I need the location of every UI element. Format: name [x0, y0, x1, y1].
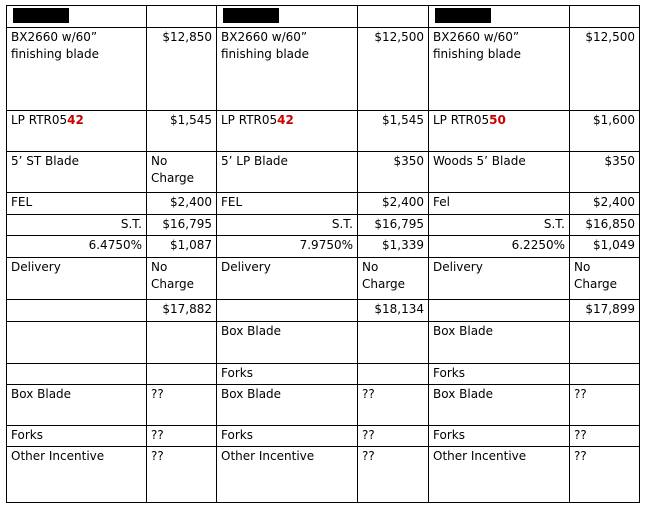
redacted-name-3 — [429, 6, 570, 28]
delivery-price: No Charge — [358, 258, 429, 300]
delivery-price: No Charge — [147, 258, 217, 300]
tractor-label: BX2660 w/60” finishing blade — [429, 28, 570, 111]
subtotal-value: $16,795 — [358, 215, 429, 236]
loader-price: $1,545 — [147, 111, 217, 152]
blade-label: 5’ LP Blade — [217, 152, 358, 193]
loader-label: LP RTR0542 — [217, 111, 358, 152]
delivery-price: No Charge — [570, 258, 640, 300]
extra-label — [7, 322, 147, 364]
box-blade-price: ?? — [358, 385, 429, 426]
redaction-bar — [223, 8, 279, 23]
header-row — [7, 6, 640, 28]
extra-label: Box Blade — [429, 322, 570, 364]
forks-price: ?? — [147, 426, 217, 447]
total-row — [7, 300, 640, 322]
blade-label: 5’ ST Blade — [7, 152, 147, 193]
empty-cell — [570, 364, 640, 385]
forks-price: ?? — [358, 426, 429, 447]
other-incentive-label: Other Incentive — [7, 447, 147, 503]
delivery-label: Delivery — [429, 258, 570, 300]
forks-price: ?? — [570, 426, 640, 447]
box-blade-label: Box Blade — [7, 385, 147, 426]
tractor-price: $12,500 — [570, 28, 640, 111]
box-blade-label: Box Blade — [217, 385, 358, 426]
empty-cell — [570, 6, 640, 28]
subtotal-row — [7, 215, 640, 236]
delivery-label: Delivery — [217, 258, 358, 300]
quote-comparison-table — [6, 5, 640, 503]
loader-row — [7, 111, 640, 152]
empty-cell — [358, 6, 429, 28]
total-value: $17,882 — [147, 300, 217, 322]
subtotal-label: S.T. — [429, 215, 570, 236]
box-blade-price: ?? — [147, 385, 217, 426]
forks-label: Forks — [429, 426, 570, 447]
empty-cell — [570, 322, 640, 364]
tractor-label: BX2660 w/60” finishing blade — [7, 28, 147, 111]
empty-cell — [147, 364, 217, 385]
blade-price: No Charge — [147, 152, 217, 193]
empty-cell — [217, 300, 358, 322]
loader-price: $1,600 — [570, 111, 640, 152]
tax-rate: 6.4750% — [7, 236, 147, 258]
empty-cell — [429, 300, 570, 322]
forks-label: Forks — [217, 426, 358, 447]
other-incentive-row — [7, 447, 640, 503]
tractor-price: $12,850 — [147, 28, 217, 111]
fel-label: FEL — [7, 193, 147, 215]
extra-forks-row — [7, 364, 640, 385]
tax-value: $1,049 — [570, 236, 640, 258]
total-value: $17,899 — [570, 300, 640, 322]
subtotal-label: S.T. — [217, 215, 358, 236]
redacted-name-1 — [7, 6, 147, 28]
subtotal-value: $16,850 — [570, 215, 640, 236]
delivery-label: Delivery — [7, 258, 147, 300]
extra-box-blade-row — [7, 322, 640, 364]
box-blade-label: Box Blade — [429, 385, 570, 426]
other-incentive-label: Other Incentive — [217, 447, 358, 503]
loader-label: LP RTR0542 — [7, 111, 147, 152]
tax-rate: 6.2250% — [429, 236, 570, 258]
blade-label: Woods 5’ Blade — [429, 152, 570, 193]
other-incentive-price: ?? — [147, 447, 217, 503]
loader-price: $1,545 — [358, 111, 429, 152]
subtotal-value: $16,795 — [147, 215, 217, 236]
redacted-name-2 — [217, 6, 358, 28]
other-incentive-label: Other Incentive — [429, 447, 570, 503]
redaction-bar — [435, 8, 491, 23]
other-incentive-price: ?? — [570, 447, 640, 503]
empty-cell — [147, 6, 217, 28]
redaction-bar — [13, 8, 69, 23]
forks-label: Forks — [7, 426, 147, 447]
empty-cell — [147, 322, 217, 364]
empty-cell — [7, 300, 147, 322]
fel-row — [7, 193, 640, 215]
subtotal-label: S.T. — [7, 215, 147, 236]
fel-label: Fel — [429, 193, 570, 215]
delivery-row — [7, 258, 640, 300]
loader-label: LP RTR0550 — [429, 111, 570, 152]
blade-price: $350 — [570, 152, 640, 193]
blade-row — [7, 152, 640, 193]
total-value: $18,134 — [358, 300, 429, 322]
extra-label: Forks — [217, 364, 358, 385]
tax-value: $1,339 — [358, 236, 429, 258]
forks-row — [7, 426, 640, 447]
fel-price: $2,400 — [358, 193, 429, 215]
tractor-price: $12,500 — [358, 28, 429, 111]
empty-cell — [358, 364, 429, 385]
empty-cell — [358, 322, 429, 364]
box-blade-price: ?? — [570, 385, 640, 426]
other-incentive-price: ?? — [358, 447, 429, 503]
extra-label: Forks — [429, 364, 570, 385]
tractor-row — [7, 28, 640, 111]
fel-label: FEL — [217, 193, 358, 215]
blade-price: $350 — [358, 152, 429, 193]
fel-price: $2,400 — [147, 193, 217, 215]
extra-label — [7, 364, 147, 385]
tax-value: $1,087 — [147, 236, 217, 258]
tax-rate: 7.9750% — [217, 236, 358, 258]
extra-label: Box Blade — [217, 322, 358, 364]
fel-price: $2,400 — [570, 193, 640, 215]
tractor-label: BX2660 w/60” finishing blade — [217, 28, 358, 111]
tax-row — [7, 236, 640, 258]
box-blade-row — [7, 385, 640, 426]
